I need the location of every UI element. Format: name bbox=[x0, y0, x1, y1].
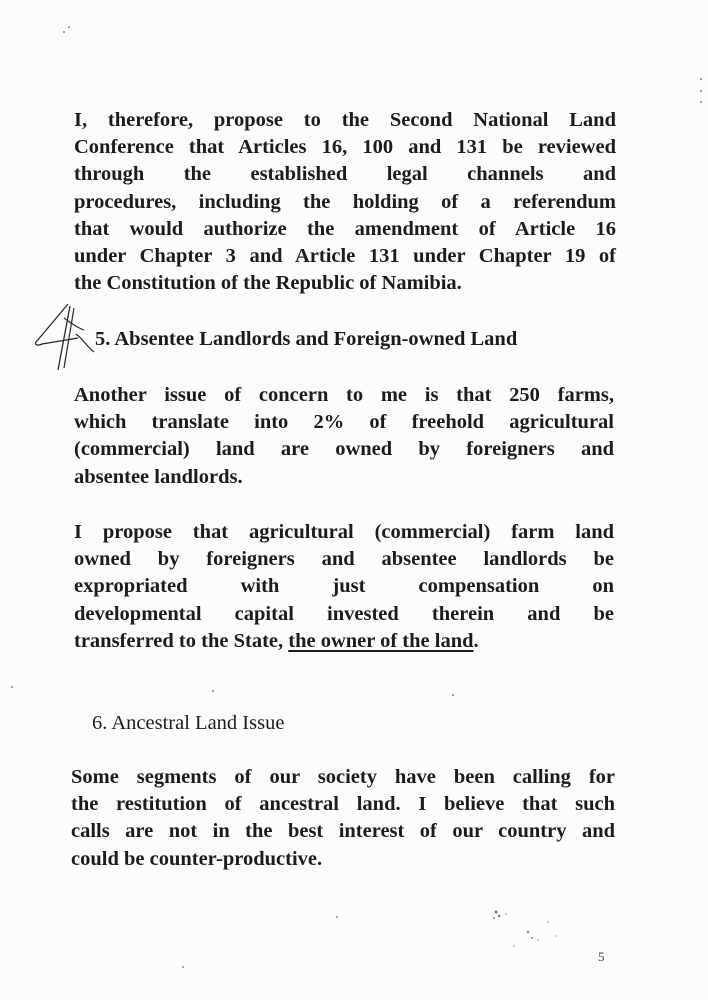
text-line: I propose that agricultural (commercial) farm land bbox=[74, 521, 614, 543]
text-line bbox=[74, 628, 614, 655]
text-line: owned by foreigners and absentee landlords be bbox=[74, 548, 614, 571]
text-line: Another issue of concern to me is that 250 farms, bbox=[74, 384, 614, 406]
text-line: Conference that Articles 16, 100 and 131 be reviewed bbox=[74, 136, 616, 159]
scan-speck bbox=[700, 78, 702, 80]
text-line: through the established legal channels and bbox=[74, 163, 616, 186]
section-heading-ancestral-land: 6. Ancestral Land Issue bbox=[92, 712, 285, 734]
scan-speck bbox=[68, 26, 70, 28]
text-line: procedures, including the holding of a referendum bbox=[74, 190, 616, 213]
text-line: the restitution of ancestral land. I believe that such bbox=[71, 793, 615, 816]
text-segment: . bbox=[473, 629, 479, 652]
paragraph-expropriation-proposal bbox=[74, 519, 614, 655]
text-line: developmental capital invested therein and be bbox=[74, 602, 614, 625]
scan-speck bbox=[212, 690, 214, 692]
text-segment: transferred to the State, bbox=[74, 629, 289, 652]
underlined-phrase: the owner of the land bbox=[288, 629, 474, 652]
text-line: under Chapter 3 and Article 131 under Chapter 19 of bbox=[74, 244, 616, 267]
scan-speck bbox=[700, 90, 702, 92]
text-line: Some segments of our society have been calling for bbox=[71, 766, 615, 788]
text-line: expropriated with just compensation on bbox=[74, 575, 614, 598]
scan-speck bbox=[182, 966, 184, 968]
scan-speck bbox=[336, 916, 338, 918]
paragraph-foreign-farms bbox=[74, 382, 614, 491]
text-line: the Constitution of the Republic of Namibia. bbox=[74, 272, 462, 295]
text-line: (commercial) land are owned by foreigners and bbox=[74, 438, 614, 461]
text-line: could be counter-productive. bbox=[71, 847, 323, 870]
text-line: I, therefore, propose to the Second National Land bbox=[74, 109, 616, 131]
text-line: absentee landlords. bbox=[74, 465, 243, 488]
scan-speck bbox=[452, 694, 454, 696]
paragraph-constitution-review bbox=[74, 107, 616, 297]
page-number: 5 bbox=[598, 949, 605, 964]
scan-speck bbox=[11, 686, 13, 688]
scan-speck bbox=[63, 31, 65, 33]
text-line: that would authorize the amendment of Article 16 bbox=[74, 217, 616, 240]
scan-smudge bbox=[484, 902, 574, 962]
section-heading-absentee-landlords: 5. Absentee Landlords and Foreign-owned Land bbox=[95, 328, 518, 350]
paragraph-ancestral-land bbox=[71, 764, 615, 873]
text-line: calls are not in the best interest of our country and bbox=[71, 820, 615, 843]
handwritten-initials bbox=[28, 298, 98, 376]
text-line: which translate into 2% of freehold agricultural bbox=[74, 411, 614, 434]
scan-speck bbox=[700, 101, 702, 103]
